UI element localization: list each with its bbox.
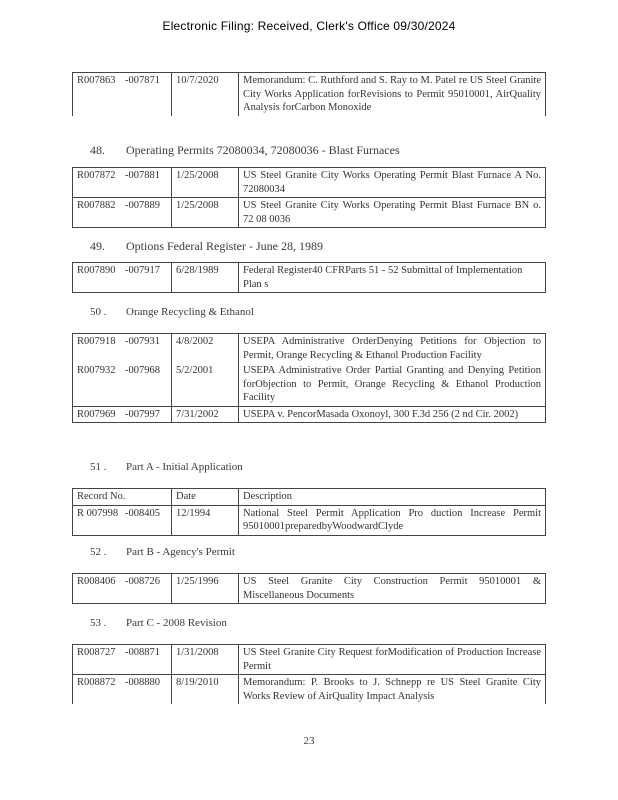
section-title: 49. Options Federal Register - June 28, 1989 [90,239,323,253]
section-title: 52 . Part B - Agency's Permit [90,546,235,558]
table-row [73,645,546,675]
table-row [73,73,546,116]
records-table-50 [72,333,546,423]
record-description: US Steel Granite City Request forModification of Production Increase Permit [239,645,546,675]
record-date: 10/7/2020 [172,73,239,116]
record-description: Federal Register40 CFRParts 51 - 52 Submittal of Implementation Plan s [239,263,546,293]
column-header-description: Description [239,489,546,506]
record-date: 4/8/2002 [172,334,239,364]
table-row [73,263,546,293]
record-number: R007872 -007881 [73,168,172,198]
record-date: 7/31/2002 [172,406,239,423]
records-table-47 [72,72,546,116]
section-51 [72,461,545,473]
record-description: US Steel Granite City Works Operating Permit Blast Furnace A No. 72080034 [239,168,546,198]
record-description: National Steel Permit Application Pro duction Increase Permit 95010001preparedbyWoodwardClyde [239,505,546,535]
table-row [73,675,546,705]
record-number: R007890 -007917 [73,263,172,293]
record-date: 1/31/2008 [172,645,239,675]
records-table-52 [72,573,546,604]
record-date: 6/28/1989 [172,263,239,293]
table-row [73,363,546,406]
section-49 [72,239,545,254]
record-date: 1/25/2008 [172,198,239,228]
section-title: 48. Operating Permits 72080034, 72080036 - Blast Furnaces [90,143,400,157]
record-date: 1/25/1996 [172,574,239,604]
records-table-53 [72,644,546,704]
section-title: 50 . Orange Recycling & Ethanol [90,306,254,318]
record-number: R 007998 -008405 [73,505,172,535]
records-table-51 [72,488,546,536]
section-title: 51 . Part A - Initial Application [90,461,243,473]
record-number: R007969 -007997 [73,406,172,423]
section-53 [72,617,545,629]
records-table-49 [72,262,546,293]
table-row [73,168,546,198]
record-description: USEPA v. PencorMasada Oxonoyl, 300 F.3d 256 (2 nd Cir. 2002) [239,406,546,423]
record-number: R008727 -008871 [73,645,172,675]
records-table-48 [72,167,546,228]
record-number: R007882 -007889 [73,198,172,228]
page-number: 23 [303,735,315,747]
record-description: Memorandum: C. Ruthford and S. Ray to M. Patel re US Steel Granite City Works Application forRevisions to Permit 95010001, AirQuality Analysis forCarbon Monoxide [239,73,546,116]
record-date: 5/2/2001 [172,363,239,406]
column-header-record: Record No. [73,489,172,506]
table-header-row [73,489,546,506]
record-date: 8/19/2010 [172,675,239,705]
record-number: R007932 -007968 [73,363,172,406]
record-date: 1/25/2008 [172,168,239,198]
section-52 [72,546,545,558]
section-50 [72,306,545,318]
record-description: USEPA Administrative OrderDenying Petitions for Objection to Permit, Orange Recycling & Ethanol Production Facility [239,334,546,364]
table-row [73,406,546,423]
record-description: US Steel Granite City Construction Permit 95010001 & Miscellaneous Documents [239,574,546,604]
record-number: R008872 -008880 [73,675,172,705]
filing-header: Electronic Filing: Received, Clerk's Office 09/30/2024 [162,19,456,33]
table-row [73,198,546,228]
section-title: 53 . Part C - 2008 Revision [90,617,227,629]
section-48 [72,143,545,158]
table-row [73,334,546,364]
record-description: Memorandum: P. Brooks to J. Schnepp re US Steel Granite City Works Review of AirQuality Impact Analysis [239,675,546,705]
table-row [73,505,546,535]
record-number: R007863 -007871 [73,73,172,116]
record-date: 12/1994 [172,505,239,535]
column-header-date: Date [172,489,239,506]
record-number: R007918 -007931 [73,334,172,364]
record-description: US Steel Granite City Works Operating Permit Blast Furnace BN o. 72 08 0036 [239,198,546,228]
record-description: USEPA Administrative Order Partial Granting and Denying Petition forObjection to Permit, Orange Recycling & Ethanol Production Facility [239,363,546,406]
record-number: R008406 -008726 [73,574,172,604]
table-row [73,574,546,604]
